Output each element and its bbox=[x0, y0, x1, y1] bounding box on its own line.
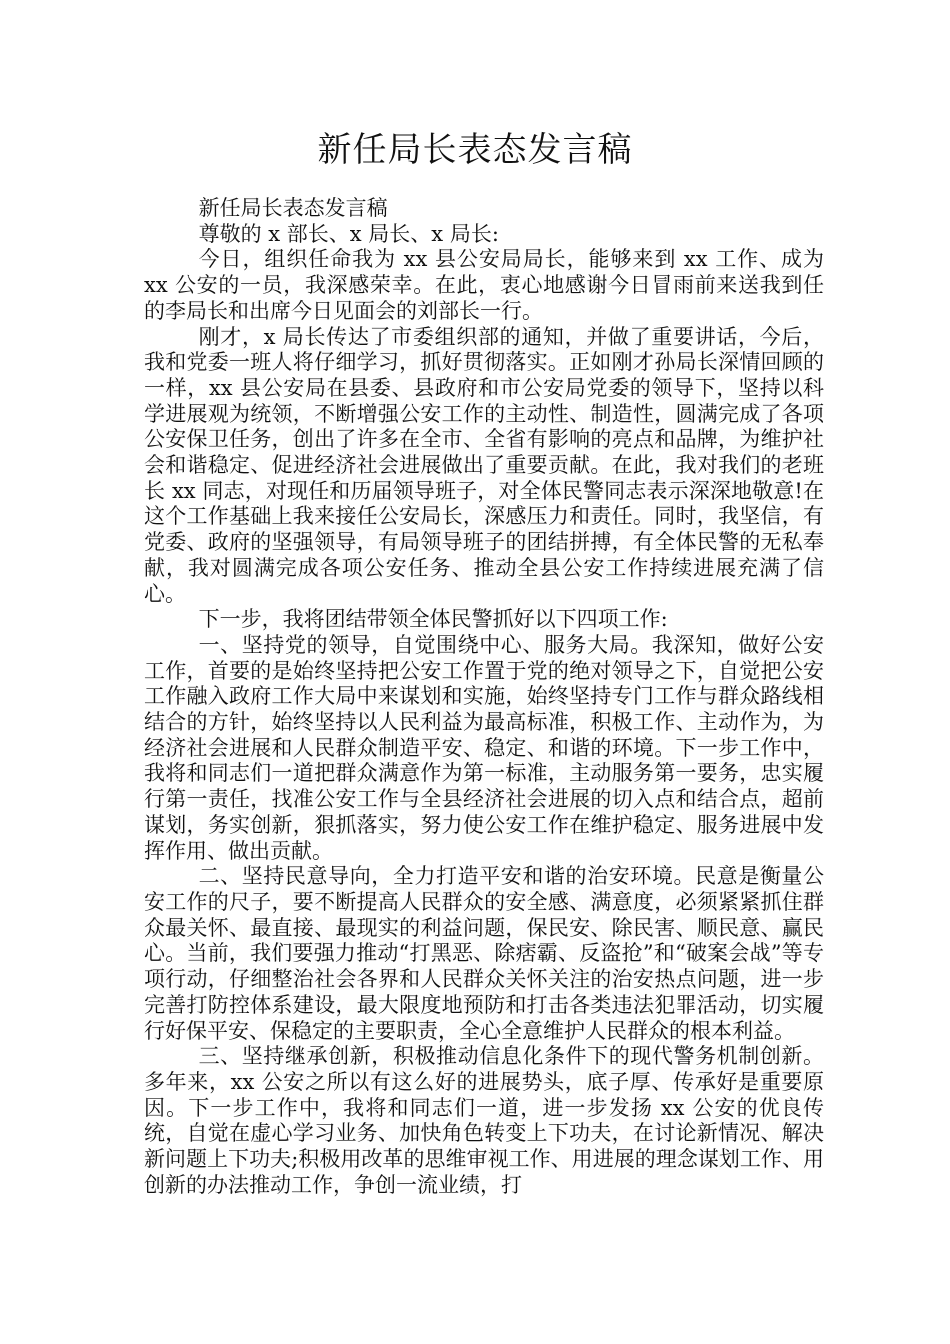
body-paragraph: 下一步，我将团结带领全体民警抓好以下四项工作: bbox=[198, 607, 668, 632]
document-title: 新任局长表态发言稿 bbox=[317, 130, 633, 170]
body-paragraph: 一、坚持党的领导，自觉围绕中心、服务大局。我深知，做好公安工作，首要的是始终坚持把公安工作置于党的绝对领导之下，自觉把公安工作融入政府工作大局中来谋划和实施，始终坚持专门工作与群众路线相结合的方针，始终坚持以人民利益为最高标准，积极工作、主动作为，为经济社会进展和人民群众制造平安、稳定、和谐的环境。下一步工作中，我将和同志们一道把群众满意作为第一标准，主动服务第一要务，忠实履行第一责任，找准公安工作与全县经济社会进展的切入点和结合点，超前谋划，务实创新，狠抓落实，努力使公安工作在维护稳定、服务进展中发挥作用、做出贡献。 bbox=[144, 632, 824, 863]
document-body bbox=[144, 196, 824, 1198]
body-paragraph: 尊敬的 x 部长、x 局长、x 局长: bbox=[198, 221, 499, 246]
body-paragraph: 刚才，x 局长传达了市委组织部的通知，并做了重要讲话，今后，我和党委一班人将仔细学习，抓好贯彻落实。正如刚才孙局长深情回顾的一样，xx 县公安局在县委、县政府和市公安局党委的领导下，坚持以科学进展观为统领，不断增强公安工作的主动性、制造性，圆满完成了各项公安保卫任务，创出了许多在全市、全省有影响的亮点和品牌，为维护社会和谐稳定、促进经济社会进展做出了重要贡献。在此，我对我们的老班长 xx 同志，对现任和历届领导班子，对全体民警同志表示深深地敬意!在这个工作基础上我来接任公安局长，深感压力和责任。同时，我坚信，有党委、政府的坚强领导，有局领导班子的团结拼搏，有全体民警的无私奉献，我对圆满完成各项公安任务、推动全县公安工作持续进展充满了信心。 bbox=[144, 324, 824, 606]
body-paragraph: 三、坚持继承创新，积极推动信息化条件下的现代警务机制创新。多年来，xx 公安之所以有这么好的进展势头，底子厚、传承好是重要原因。下一步工作中，我将和同志们一道，进一步发扬 xx 公安的优良传统，自觉在虚心学习业务、加快角色转变上下功夫，在讨论新情况、解决新问题上下功夫;积极用改革的思维审视工作、用进展的理念谋划工作、用创新的办法推动工作，争创一流业绩，打 bbox=[144, 1044, 824, 1197]
body-paragraph: 今日，组织任命我为 xx 县公安局局长，能够来到 xx 工作、成为 xx 公安的一员，我深感荣幸。在此，衷心地感谢今日冒雨前来送我到任的李局长和出席今日见面会的刘部长一行。 bbox=[144, 247, 824, 323]
body-paragraph: 新任局长表态发言稿 bbox=[198, 196, 388, 220]
body-paragraph: 二、坚持民意导向，全力打造平安和谐的治安环境。民意是衡量公安工作的尺子，要不断提高人民群众的安全感、满意度，必须紧紧抓住群众最关怀、最直接、最现实的利益问题，保民安、除民害、顺民意、赢民心。当前，我们要强力推动“打黑恶、除痞霸、反盗抢”和“破案会战”等专项行动，仔细整治社会各界和人民群众关怀关注的治安热点问题，进一步完善打防控体系建设，最大限度地预防和打击各类违法犯罪活动，切实履行好保平安、保稳定的主要职责，全心全意维护人民群众的根本利益。 bbox=[144, 864, 824, 1043]
